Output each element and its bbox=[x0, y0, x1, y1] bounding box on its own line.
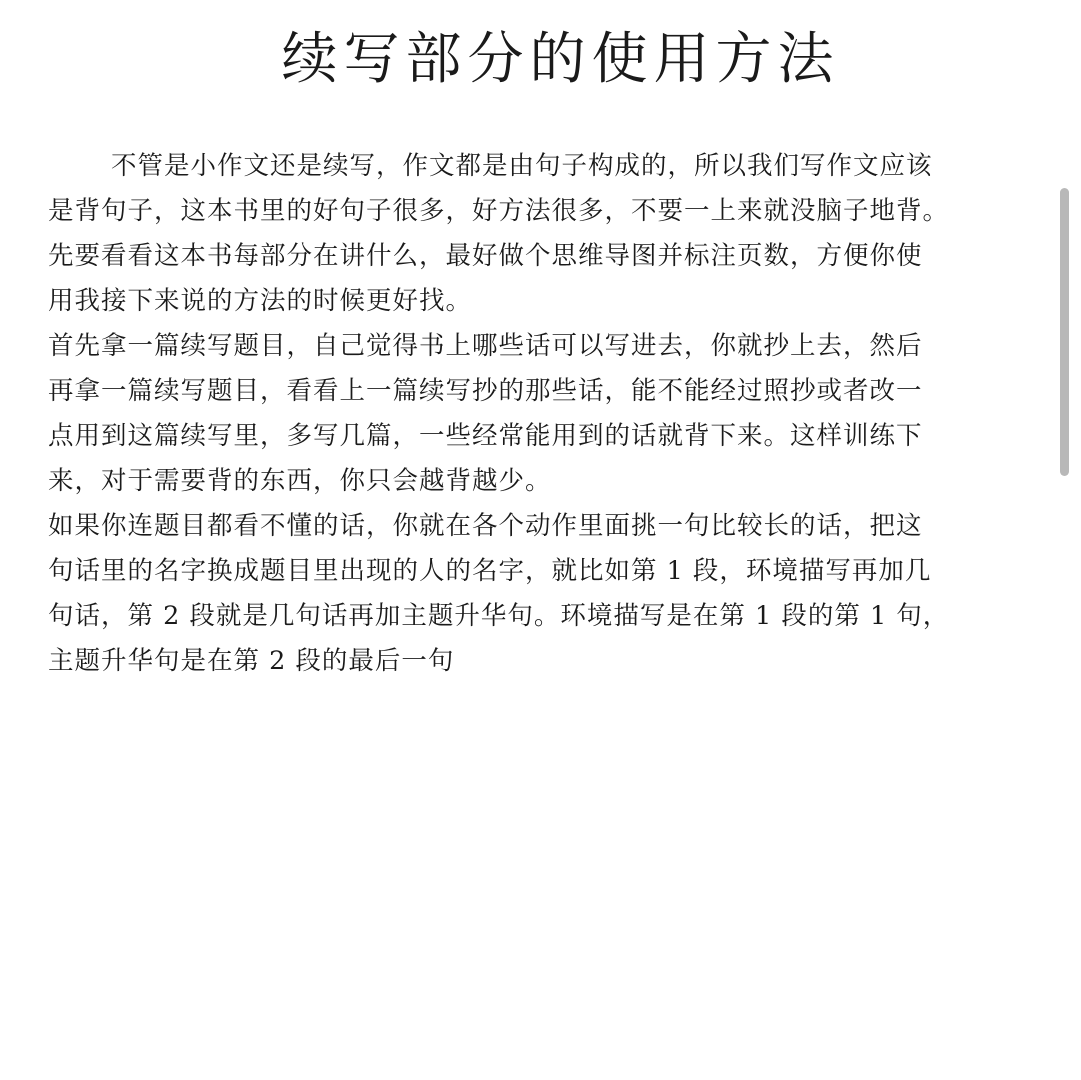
text-line: 点用到这篇续写里，多写几篇，一些经常能用到的话就背下来。这样训练下 bbox=[48, 421, 923, 451]
text-line: 先要看看这本书每部分在讲什么，最好做个思维导图并标注页数，方便你使 bbox=[48, 241, 923, 271]
text-line: 句话里的名字换成题目里出现的人的名字，就比如第 1 段，环境描写再加几 bbox=[48, 556, 932, 586]
vertical-scrollbar[interactable] bbox=[1060, 188, 1069, 476]
text-line: 再拿一篇续写题目，看看上一篇续写抄的那些话，能不能经过照抄或者改一 bbox=[48, 376, 923, 406]
page-title: 续写部分的使用方法 bbox=[281, 27, 840, 92]
text-line: 主题升华句是在第 2 段的最后一句 bbox=[48, 646, 455, 676]
text-line: 是背句子，这本书里的好句子很多，好方法很多，不要一上来就没脑子地背。 bbox=[48, 196, 950, 226]
text-line: 首先拿一篇续写题目，自己觉得书上哪些话可以写进去，你就抄上去，然后 bbox=[48, 331, 923, 361]
document-body bbox=[48, 144, 1060, 684]
text-line: 不管是小作文还是续写，作文都是由句子构成的，所以我们写作文应该 bbox=[111, 151, 933, 181]
text-line: 句话，第 2 段就是几句话再加主题升华句。环境描写是在第 1 段的第 1 句， bbox=[48, 601, 950, 631]
text-line: 用我接下来说的方法的时候更好找。 bbox=[48, 286, 473, 316]
scrollbar-thumb[interactable] bbox=[1060, 188, 1069, 476]
text-line: 来，对于需要背的东西，你只会越背越少。 bbox=[48, 466, 552, 496]
text-line: 如果你连题目都看不懂的话，你就在各个动作里面挑一句比较长的话，把这 bbox=[48, 511, 923, 541]
